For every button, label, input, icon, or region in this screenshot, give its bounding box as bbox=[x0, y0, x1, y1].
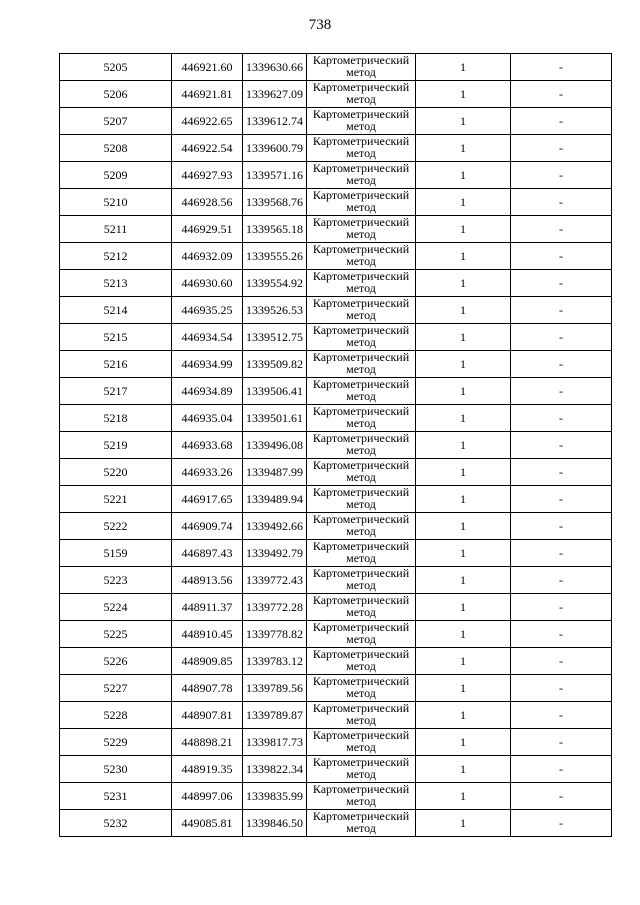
table-row bbox=[60, 729, 612, 756]
method-cell: Картометрический метод bbox=[307, 648, 416, 675]
y-coordinate-cell: 1339554.92 bbox=[243, 270, 307, 297]
point-number-cell: 5212 bbox=[60, 243, 172, 270]
note-cell: - bbox=[511, 216, 612, 243]
point-number-cell: 5218 bbox=[60, 405, 172, 432]
method-cell: Картометрический метод bbox=[307, 405, 416, 432]
method-cell: Картометрический метод bbox=[307, 135, 416, 162]
point-number-cell: 5226 bbox=[60, 648, 172, 675]
table-row bbox=[60, 432, 612, 459]
table-row bbox=[60, 459, 612, 486]
accuracy-cell: 1 bbox=[416, 297, 511, 324]
x-coordinate-cell: 448997.06 bbox=[172, 783, 243, 810]
y-coordinate-cell: 1339509.82 bbox=[243, 351, 307, 378]
table-row bbox=[60, 702, 612, 729]
accuracy-cell: 1 bbox=[416, 54, 511, 81]
accuracy-cell: 1 bbox=[416, 648, 511, 675]
note-cell: - bbox=[511, 459, 612, 486]
accuracy-cell: 1 bbox=[416, 567, 511, 594]
note-cell: - bbox=[511, 513, 612, 540]
x-coordinate-cell: 446917.65 bbox=[172, 486, 243, 513]
table-row bbox=[60, 783, 612, 810]
table-row bbox=[60, 621, 612, 648]
x-coordinate-cell: 448919.35 bbox=[172, 756, 243, 783]
accuracy-cell: 1 bbox=[416, 621, 511, 648]
accuracy-cell: 1 bbox=[416, 783, 511, 810]
y-coordinate-cell: 1339492.66 bbox=[243, 513, 307, 540]
point-number-cell: 5210 bbox=[60, 189, 172, 216]
point-number-cell: 5227 bbox=[60, 675, 172, 702]
note-cell: - bbox=[511, 756, 612, 783]
accuracy-cell: 1 bbox=[416, 81, 511, 108]
table-row bbox=[60, 405, 612, 432]
x-coordinate-cell: 446934.89 bbox=[172, 378, 243, 405]
method-cell: Картометрический метод bbox=[307, 324, 416, 351]
x-coordinate-cell: 446934.54 bbox=[172, 324, 243, 351]
note-cell: - bbox=[511, 540, 612, 567]
accuracy-cell: 1 bbox=[416, 756, 511, 783]
method-cell: Картометрический метод bbox=[307, 108, 416, 135]
accuracy-cell: 1 bbox=[416, 405, 511, 432]
method-cell: Картометрический метод bbox=[307, 621, 416, 648]
table-row bbox=[60, 513, 612, 540]
x-coordinate-cell: 446928.56 bbox=[172, 189, 243, 216]
table-row bbox=[60, 81, 612, 108]
x-coordinate-cell: 448913.56 bbox=[172, 567, 243, 594]
x-coordinate-cell: 446927.93 bbox=[172, 162, 243, 189]
coordinates-table-body bbox=[60, 54, 612, 837]
note-cell: - bbox=[511, 675, 612, 702]
y-coordinate-cell: 1339778.82 bbox=[243, 621, 307, 648]
method-cell: Картометрический метод bbox=[307, 540, 416, 567]
y-coordinate-cell: 1339568.76 bbox=[243, 189, 307, 216]
method-cell: Картометрический метод bbox=[307, 702, 416, 729]
point-number-cell: 5219 bbox=[60, 432, 172, 459]
page-number: 738 bbox=[308, 17, 332, 33]
y-coordinate-cell: 1339492.79 bbox=[243, 540, 307, 567]
note-cell: - bbox=[511, 270, 612, 297]
table-row bbox=[60, 189, 612, 216]
table-row bbox=[60, 108, 612, 135]
table-row bbox=[60, 378, 612, 405]
point-number-cell: 5213 bbox=[60, 270, 172, 297]
method-cell: Картометрический метод bbox=[307, 783, 416, 810]
method-cell: Картометрический метод bbox=[307, 189, 416, 216]
y-coordinate-cell: 1339846.50 bbox=[243, 810, 307, 837]
x-coordinate-cell: 446934.99 bbox=[172, 351, 243, 378]
accuracy-cell: 1 bbox=[416, 513, 511, 540]
y-coordinate-cell: 1339772.28 bbox=[243, 594, 307, 621]
point-number-cell: 5220 bbox=[60, 459, 172, 486]
y-coordinate-cell: 1339600.79 bbox=[243, 135, 307, 162]
table-row bbox=[60, 675, 612, 702]
point-number-cell: 5222 bbox=[60, 513, 172, 540]
method-cell: Картометрический метод bbox=[307, 54, 416, 81]
note-cell: - bbox=[511, 702, 612, 729]
note-cell: - bbox=[511, 324, 612, 351]
point-number-cell: 5209 bbox=[60, 162, 172, 189]
table-row bbox=[60, 756, 612, 783]
x-coordinate-cell: 446933.68 bbox=[172, 432, 243, 459]
note-cell: - bbox=[511, 729, 612, 756]
y-coordinate-cell: 1339822.34 bbox=[243, 756, 307, 783]
accuracy-cell: 1 bbox=[416, 729, 511, 756]
note-cell: - bbox=[511, 783, 612, 810]
method-cell: Картометрический метод bbox=[307, 243, 416, 270]
x-coordinate-cell: 446922.54 bbox=[172, 135, 243, 162]
x-coordinate-cell: 446921.60 bbox=[172, 54, 243, 81]
y-coordinate-cell: 1339555.26 bbox=[243, 243, 307, 270]
point-number-cell: 5228 bbox=[60, 702, 172, 729]
accuracy-cell: 1 bbox=[416, 459, 511, 486]
note-cell: - bbox=[511, 567, 612, 594]
point-number-cell: 5215 bbox=[60, 324, 172, 351]
table-row bbox=[60, 540, 612, 567]
table-row bbox=[60, 297, 612, 324]
accuracy-cell: 1 bbox=[416, 432, 511, 459]
point-number-cell: 5211 bbox=[60, 216, 172, 243]
y-coordinate-cell: 1339496.08 bbox=[243, 432, 307, 459]
point-number-cell: 5217 bbox=[60, 378, 172, 405]
note-cell: - bbox=[511, 108, 612, 135]
note-cell: - bbox=[511, 621, 612, 648]
method-cell: Картометрический метод bbox=[307, 486, 416, 513]
x-coordinate-cell: 446935.25 bbox=[172, 297, 243, 324]
table-row bbox=[60, 351, 612, 378]
accuracy-cell: 1 bbox=[416, 378, 511, 405]
method-cell: Картометрический метод bbox=[307, 729, 416, 756]
accuracy-cell: 1 bbox=[416, 135, 511, 162]
table-row bbox=[60, 216, 612, 243]
method-cell: Картометрический метод bbox=[307, 351, 416, 378]
point-number-cell: 5205 bbox=[60, 54, 172, 81]
x-coordinate-cell: 446932.09 bbox=[172, 243, 243, 270]
point-number-cell: 5223 bbox=[60, 567, 172, 594]
note-cell: - bbox=[511, 135, 612, 162]
point-number-cell: 5232 bbox=[60, 810, 172, 837]
x-coordinate-cell: 448911.37 bbox=[172, 594, 243, 621]
note-cell: - bbox=[511, 486, 612, 513]
x-coordinate-cell: 446921.81 bbox=[172, 81, 243, 108]
table-row bbox=[60, 486, 612, 513]
note-cell: - bbox=[511, 594, 612, 621]
x-coordinate-cell: 448909.85 bbox=[172, 648, 243, 675]
method-cell: Картометрический метод bbox=[307, 594, 416, 621]
table-row bbox=[60, 243, 612, 270]
accuracy-cell: 1 bbox=[416, 675, 511, 702]
y-coordinate-cell: 1339772.43 bbox=[243, 567, 307, 594]
accuracy-cell: 1 bbox=[416, 324, 511, 351]
note-cell: - bbox=[511, 81, 612, 108]
method-cell: Картометрический метод bbox=[307, 216, 416, 243]
x-coordinate-cell: 446897.43 bbox=[172, 540, 243, 567]
coordinates-table bbox=[59, 53, 612, 837]
point-number-cell: 5221 bbox=[60, 486, 172, 513]
note-cell: - bbox=[511, 432, 612, 459]
x-coordinate-cell: 448910.45 bbox=[172, 621, 243, 648]
table-row bbox=[60, 810, 612, 837]
y-coordinate-cell: 1339612.74 bbox=[243, 108, 307, 135]
table-row bbox=[60, 594, 612, 621]
point-number-cell: 5159 bbox=[60, 540, 172, 567]
table-row bbox=[60, 324, 612, 351]
note-cell: - bbox=[511, 351, 612, 378]
table-row bbox=[60, 135, 612, 162]
point-number-cell: 5214 bbox=[60, 297, 172, 324]
point-number-cell: 5230 bbox=[60, 756, 172, 783]
note-cell: - bbox=[511, 405, 612, 432]
y-coordinate-cell: 1339817.73 bbox=[243, 729, 307, 756]
point-number-cell: 5216 bbox=[60, 351, 172, 378]
note-cell: - bbox=[511, 378, 612, 405]
accuracy-cell: 1 bbox=[416, 270, 511, 297]
method-cell: Картометрический метод bbox=[307, 459, 416, 486]
y-coordinate-cell: 1339565.18 bbox=[243, 216, 307, 243]
table-row bbox=[60, 648, 612, 675]
accuracy-cell: 1 bbox=[416, 540, 511, 567]
x-coordinate-cell: 446922.65 bbox=[172, 108, 243, 135]
accuracy-cell: 1 bbox=[416, 810, 511, 837]
method-cell: Картометрический метод bbox=[307, 432, 416, 459]
table-row bbox=[60, 54, 612, 81]
accuracy-cell: 1 bbox=[416, 486, 511, 513]
method-cell: Картометрический метод bbox=[307, 513, 416, 540]
method-cell: Картометрический метод bbox=[307, 675, 416, 702]
y-coordinate-cell: 1339512.75 bbox=[243, 324, 307, 351]
method-cell: Картометрический метод bbox=[307, 162, 416, 189]
accuracy-cell: 1 bbox=[416, 594, 511, 621]
x-coordinate-cell: 449085.81 bbox=[172, 810, 243, 837]
accuracy-cell: 1 bbox=[416, 216, 511, 243]
method-cell: Картометрический метод bbox=[307, 378, 416, 405]
x-coordinate-cell: 446930.60 bbox=[172, 270, 243, 297]
table-row bbox=[60, 567, 612, 594]
method-cell: Картометрический метод bbox=[307, 756, 416, 783]
accuracy-cell: 1 bbox=[416, 189, 511, 216]
method-cell: Картометрический метод bbox=[307, 810, 416, 837]
x-coordinate-cell: 446909.74 bbox=[172, 513, 243, 540]
point-number-cell: 5207 bbox=[60, 108, 172, 135]
y-coordinate-cell: 1339630.66 bbox=[243, 54, 307, 81]
y-coordinate-cell: 1339627.09 bbox=[243, 81, 307, 108]
note-cell: - bbox=[511, 54, 612, 81]
method-cell: Картометрический метод bbox=[307, 567, 416, 594]
table-row bbox=[60, 162, 612, 189]
y-coordinate-cell: 1339501.61 bbox=[243, 405, 307, 432]
note-cell: - bbox=[511, 162, 612, 189]
x-coordinate-cell: 446929.51 bbox=[172, 216, 243, 243]
table-row bbox=[60, 270, 612, 297]
x-coordinate-cell: 446933.26 bbox=[172, 459, 243, 486]
note-cell: - bbox=[511, 648, 612, 675]
y-coordinate-cell: 1339487.99 bbox=[243, 459, 307, 486]
y-coordinate-cell: 1339783.12 bbox=[243, 648, 307, 675]
point-number-cell: 5231 bbox=[60, 783, 172, 810]
note-cell: - bbox=[511, 297, 612, 324]
accuracy-cell: 1 bbox=[416, 351, 511, 378]
accuracy-cell: 1 bbox=[416, 162, 511, 189]
x-coordinate-cell: 448907.81 bbox=[172, 702, 243, 729]
y-coordinate-cell: 1339789.87 bbox=[243, 702, 307, 729]
point-number-cell: 5225 bbox=[60, 621, 172, 648]
accuracy-cell: 1 bbox=[416, 108, 511, 135]
accuracy-cell: 1 bbox=[416, 243, 511, 270]
y-coordinate-cell: 1339489.94 bbox=[243, 486, 307, 513]
method-cell: Картометрический метод bbox=[307, 270, 416, 297]
x-coordinate-cell: 446935.04 bbox=[172, 405, 243, 432]
y-coordinate-cell: 1339835.99 bbox=[243, 783, 307, 810]
point-number-cell: 5229 bbox=[60, 729, 172, 756]
y-coordinate-cell: 1339789.56 bbox=[243, 675, 307, 702]
point-number-cell: 5208 bbox=[60, 135, 172, 162]
accuracy-cell: 1 bbox=[416, 702, 511, 729]
x-coordinate-cell: 448898.21 bbox=[172, 729, 243, 756]
method-cell: Картометрический метод bbox=[307, 81, 416, 108]
point-number-cell: 5206 bbox=[60, 81, 172, 108]
method-cell: Картометрический метод bbox=[307, 297, 416, 324]
point-number-cell: 5224 bbox=[60, 594, 172, 621]
note-cell: - bbox=[511, 189, 612, 216]
y-coordinate-cell: 1339526.53 bbox=[243, 297, 307, 324]
note-cell: - bbox=[511, 810, 612, 837]
note-cell: - bbox=[511, 243, 612, 270]
y-coordinate-cell: 1339506.41 bbox=[243, 378, 307, 405]
y-coordinate-cell: 1339571.16 bbox=[243, 162, 307, 189]
x-coordinate-cell: 448907.78 bbox=[172, 675, 243, 702]
